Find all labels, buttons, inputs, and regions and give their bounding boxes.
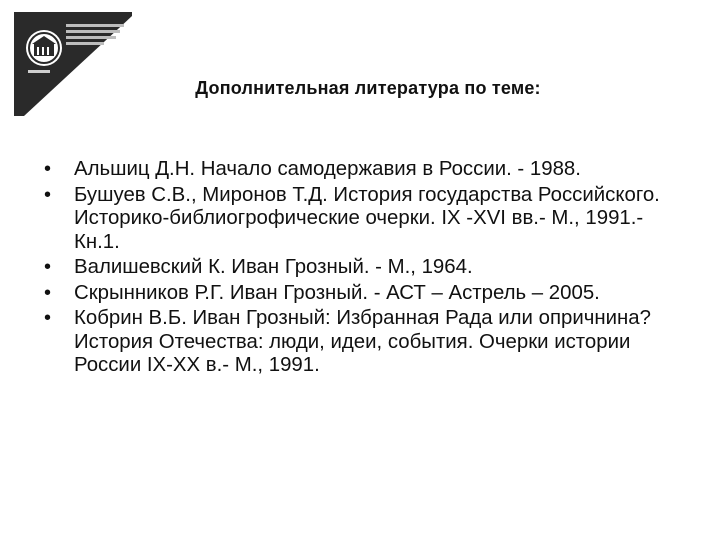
reference-text: Валишевский К. Иван Грозный. - М., 1964. <box>74 256 473 278</box>
reference-text: Кобрин В.Б. Иван Грозный: Избранная Рада или опричнина? История Отечества: люди, идеи, события. Очерки истории России IX-XX в.- М., 1991. <box>74 307 651 376</box>
list-item <box>44 256 694 280</box>
reference-text: Скрынников Р.Г. Иван Грозный. - АСТ – Астрель – 2005. <box>74 281 600 304</box>
bullet-icon: • <box>44 183 52 206</box>
list-item <box>44 282 694 306</box>
bullet-icon: • <box>44 281 52 304</box>
bullet-icon: • <box>44 158 52 180</box>
list-item <box>44 184 694 255</box>
reference-text: Альшиц Д.Н. Начало самодержавия в России. - 1988. <box>74 158 581 180</box>
bullet-icon: • <box>44 307 52 329</box>
university-emblem-icon <box>14 12 136 116</box>
list-item <box>44 307 694 378</box>
slide-title: Дополнительная литература по теме: <box>195 78 541 98</box>
list-item <box>44 158 694 182</box>
reference-text: Бушуев С.В., Миронов Т.Д. История государства Российского. Историко-библиогрофические очерки. IX -XVI вв.- М., 1991.- Кн.1. <box>74 183 660 253</box>
bullet-icon: • <box>44 256 52 278</box>
reference-list <box>44 158 694 380</box>
